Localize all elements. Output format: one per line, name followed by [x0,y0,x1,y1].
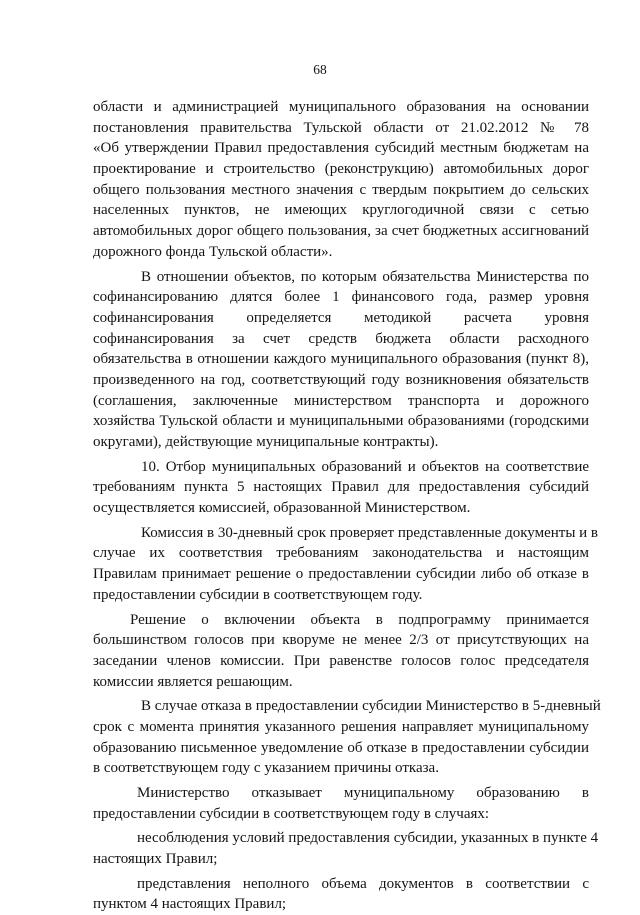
text-line: обязательства в отношении каждого муниципального образования (пункт 8), [93,351,589,368]
text-line: осуществляется комиссией, образованной Министерством. [93,500,471,517]
text-line: Министерство отказывает муниципальному образованию в [137,785,589,801]
text-line: требованиям пункта 5 настоящих Правил для предоставления субсидий [93,479,589,496]
text-line: настоящих Правил; [93,851,218,868]
text-line: автомобильных дорог общего пользования, за счет бюджетных ассигнований [93,223,589,240]
text-line: проектирование и строительство (реконструкцию) автомобильных дорог [93,161,589,178]
text-line: (соглашения, заключенные министерством транспорта и дорожного [93,392,589,409]
text-line: в соответствующем году с указанием причины отказа. [93,760,439,777]
text-line: области и администрацией муниципального образования на основании [93,99,589,115]
paragraph [93,97,589,263]
text-line: общего пользования местного значения с твердым покрытием до сельских [93,181,589,198]
text-line: произведенного на год, соответствующий году возникновения обязательств [93,371,589,388]
text-line: постановления правительства Тульской области от 21.02.2012 № 78 [93,119,589,136]
text-line: комиссии является решающим. [93,673,293,690]
paragraph [93,828,599,869]
text-line: «Об утверждении Правил предоставления субсидий местным бюджетам на [93,140,589,157]
text-line: софинансирования определяется методикой расчета уровня [93,309,589,326]
paragraph [93,457,589,519]
text-line: округами), действующие муниципальные контракты). [93,434,439,450]
text-line: срок с момента принятия указанного решения направляет муниципальному [93,718,589,735]
text-line: 10. Отбор муниципальных образований и объектов на соответствие [141,458,589,475]
text-line: Комиссия в 30-дневный срок проверяет представленные документы и в [141,524,599,541]
text-line: заседании членов комиссии. При равенстве голосов голос председателя [93,652,589,669]
document-body [93,97,601,915]
text-line: софинансирования за счет средств бюджета области расходного [93,330,589,347]
text-line: Правилам принимает решение о предоставлении субсидии либо об отказе в [93,566,589,583]
text-line: образованию письменное уведомление об отказе в предоставлении субсидии [93,739,589,756]
paragraph [93,610,589,693]
text-line: пунктом 4 настоящих Правил; [93,896,287,913]
text-line: предоставлении субсидии в соответствующем году в случаях: [93,805,490,822]
text-line: хозяйства Тульской области и муниципальными образованиями (городскими [93,413,589,430]
paragraph [93,267,589,453]
text-line: дорожного фонда Тульской области». [93,243,333,260]
text-line: случае их соответствия требованиям законодательства и настоящим [93,545,589,562]
text-line: софинансированию длятся более 1 финансового года, размер уровня [93,289,589,306]
text-line: большинством голосов при кворуме не менее 2/3 от присутствующих на [93,632,589,649]
text-line: населенных пунктов, не имеющих круглогодичной связи с сетью [93,202,589,219]
text-line: представления неполного объема документов в соответствии с [137,875,589,892]
text-line: несоблюдения условий предоставления субсидии, указанных в пункте 4 [137,830,599,847]
text-line: В случае отказа в предоставлении субсидии Министерство в 5-дневный [141,698,601,715]
text-line: В отношении объектов, по которым обязательства Министерства по [141,268,589,285]
paragraph [93,874,589,915]
page-number: 68 [313,62,327,77]
text-line: Решение о включении объекта в подпрограмму принимается [130,611,589,628]
paragraph [93,523,599,606]
paragraph [93,696,601,779]
paragraph [93,783,589,824]
text-line: предоставлении субсидии в соответствующем году. [93,586,423,603]
